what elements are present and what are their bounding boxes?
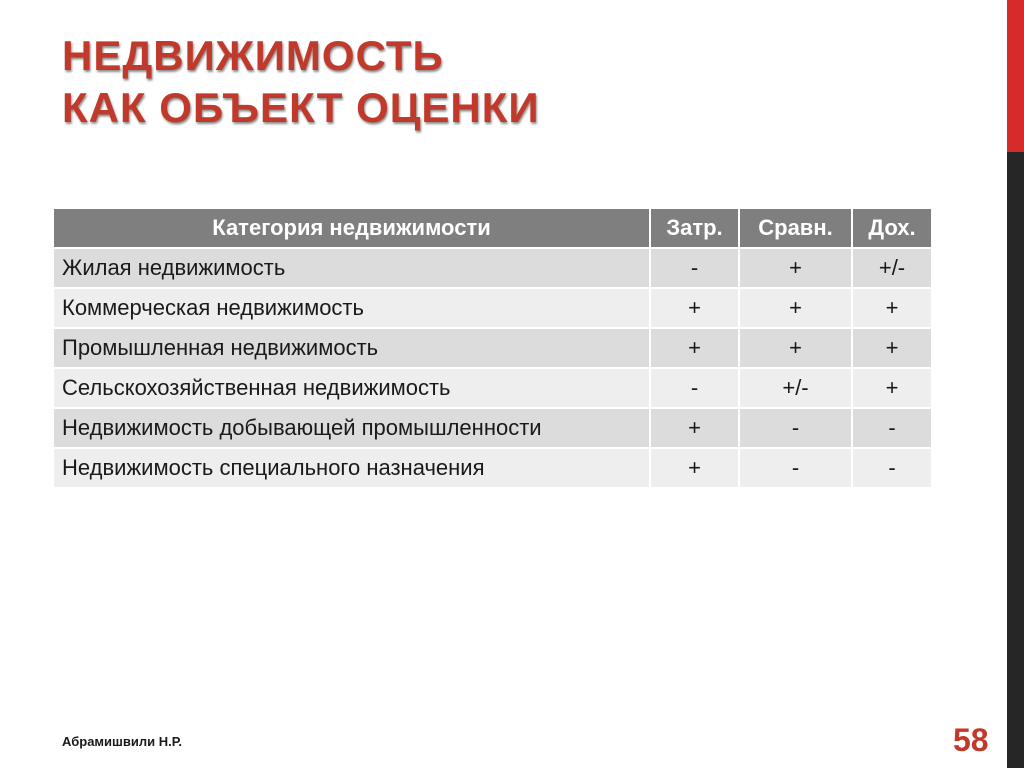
row-comparative-value: + xyxy=(739,248,852,288)
side-accent-bar-red xyxy=(1007,0,1024,152)
row-income-value: + xyxy=(852,368,932,408)
row-category: Промышленная недвижимость xyxy=(53,328,650,368)
table-row xyxy=(53,288,932,328)
row-category: Коммерческая недвижимость xyxy=(53,288,650,328)
row-comparative-value: +/- xyxy=(739,368,852,408)
header-cost-approach: Затр. xyxy=(650,208,739,248)
row-cost-value: + xyxy=(650,328,739,368)
author-name: Абрамишвили Н.Р. xyxy=(62,734,183,749)
header-comparative-approach: Сравн. xyxy=(739,208,852,248)
row-comparative-value: + xyxy=(739,328,852,368)
row-cost-value: + xyxy=(650,288,739,328)
row-category: Жилая недвижимость xyxy=(53,248,650,288)
row-cost-value: - xyxy=(650,368,739,408)
slide-title-line-1: НЕДВИЖИМОСТЬ xyxy=(62,32,444,79)
side-accent-bar-dark xyxy=(1007,152,1024,768)
row-income-value: + xyxy=(852,288,932,328)
table-row xyxy=(53,248,932,288)
row-income-value: - xyxy=(852,408,932,448)
page-number: 58 xyxy=(953,722,989,758)
row-comparative-value: + xyxy=(739,288,852,328)
row-income-value: +/- xyxy=(852,248,932,288)
header-income-approach: Дох. xyxy=(852,208,932,248)
row-comparative-value: - xyxy=(739,408,852,448)
header-category: Категория недвижимости xyxy=(53,208,650,248)
row-cost-value: + xyxy=(650,448,739,488)
table-header-row xyxy=(53,208,932,248)
valuation-approaches-table xyxy=(52,207,933,489)
row-cost-value: + xyxy=(650,408,739,448)
row-category: Сельскохозяйственная недвижимость xyxy=(53,368,650,408)
table-row xyxy=(53,448,932,488)
slide-title xyxy=(62,30,540,134)
row-cost-value: - xyxy=(650,248,739,288)
row-income-value: + xyxy=(852,328,932,368)
table-row xyxy=(53,408,932,448)
row-comparative-value: - xyxy=(739,448,852,488)
table-row xyxy=(53,368,932,408)
row-category: Недвижимость добывающей промышленности xyxy=(53,408,650,448)
table-row xyxy=(53,328,932,368)
row-income-value: - xyxy=(852,448,932,488)
slide-title-line-2: КАК ОБЪЕКТ ОЦЕНКИ xyxy=(62,84,540,131)
row-category: Недвижимость специального назначения xyxy=(53,448,650,488)
